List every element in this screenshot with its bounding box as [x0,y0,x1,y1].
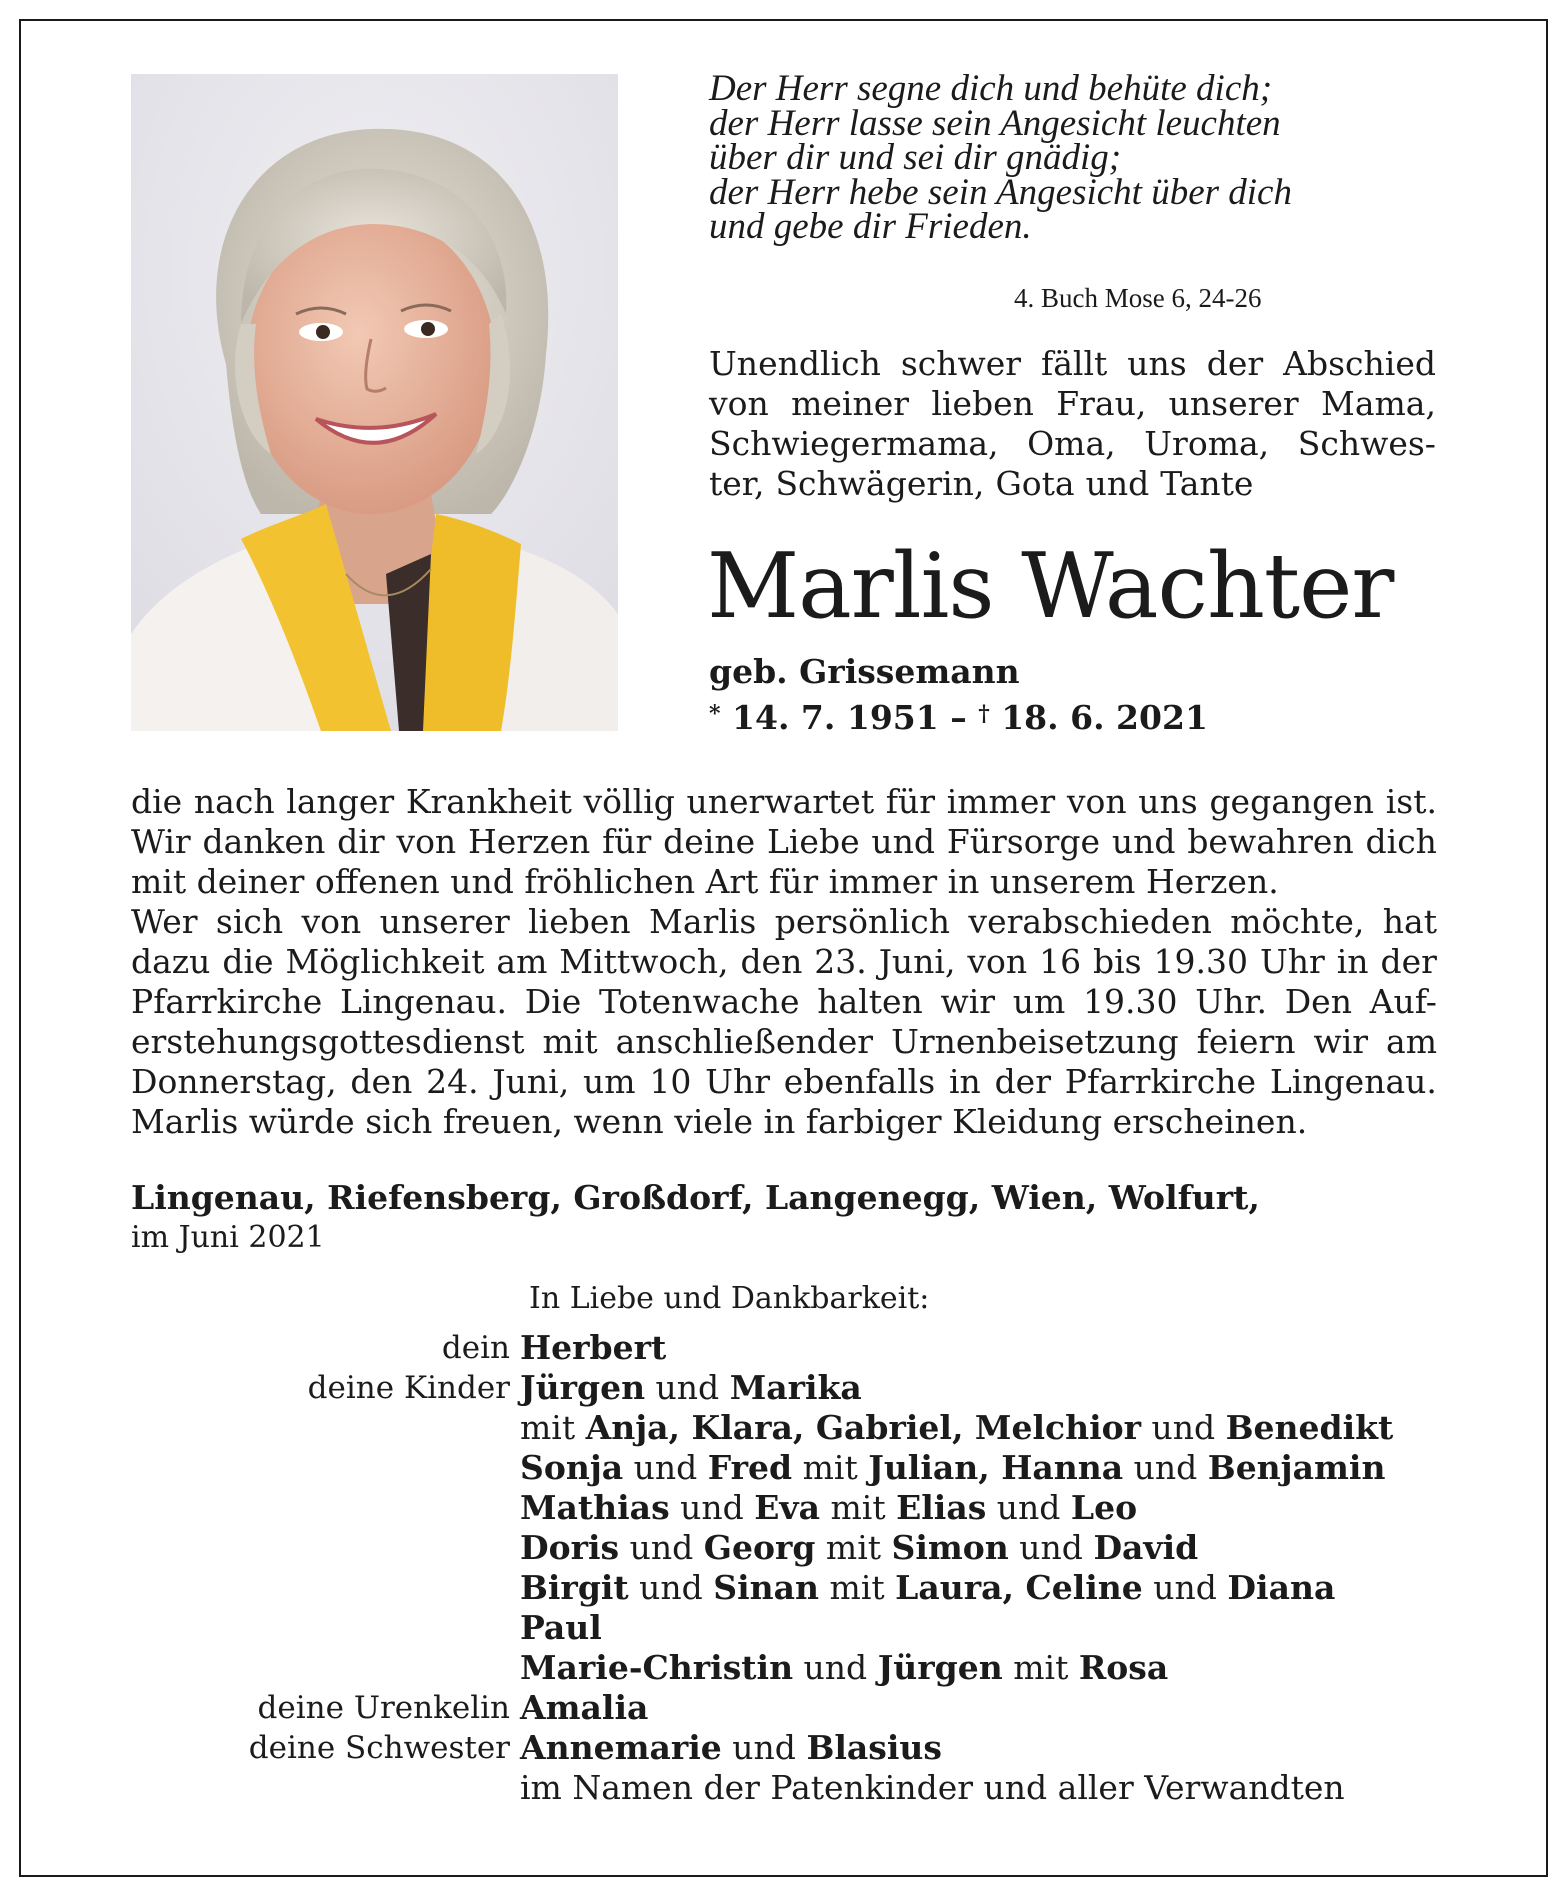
mourner-name: Marika [729,1368,862,1407]
connector: und [986,1488,1071,1527]
word: Tante [1160,464,1254,503]
mourner-name: Paul [520,1608,602,1647]
body-line [131,1062,1437,1102]
word: nach [193,782,275,821]
word: von [301,902,362,941]
mourner-row [100,1368,1460,1408]
greeting: In Liebe und Dankbarkeit: [529,1281,930,1316]
death-symbol: † [978,701,990,727]
mourner-name: Annemarie [520,1728,722,1767]
word: feiern [1196,1022,1296,1061]
word: in [948,1062,981,1101]
connector: und [628,1568,714,1607]
word: lieben [528,902,631,941]
word: ebenfalls [783,1062,936,1101]
mourner-name: Elias [896,1488,987,1527]
mourner-name: Eva [754,1488,820,1527]
maiden-name: geb. Grissemann [709,652,1020,691]
relation-label [100,1488,520,1528]
mourner-name: Amalia [520,1688,649,1727]
connector: und [645,1368,730,1407]
mourner-names [520,1488,1137,1528]
word: Krankheit [405,782,572,821]
word: bewahren [1187,822,1354,861]
relation-label: deine Urenkelin [257,1690,510,1726]
birth-symbol: * [709,701,721,727]
word: dir [337,822,385,861]
word: bis [1093,942,1142,981]
body-line [131,942,1437,982]
word: sich [215,902,284,941]
verse-line: der Herr hebe sein Angesicht über dich [709,171,1292,213]
word: 24. [426,1062,479,1101]
mourner-names [520,1368,862,1408]
word: unserer [379,902,510,941]
word: die [222,942,274,981]
mourner-row [100,1328,1460,1368]
connector: mit [819,1568,896,1607]
word: Urnenbeisetzung [891,1022,1179,1061]
word: langer [286,782,395,821]
word: und [871,822,936,861]
mourner-names [520,1688,648,1728]
word: deine [663,822,756,861]
portrait-photo [131,74,618,731]
mourner-name: Diana [1227,1568,1336,1607]
connector: und [669,1488,755,1527]
word: Uhr [1259,942,1325,981]
mourner-name: Laura, Celine [895,1568,1143,1607]
word: von [709,384,769,423]
word: meiner [791,384,910,423]
word: 23. [814,942,867,981]
mourner-name: Sinan [713,1568,820,1607]
deceased-name: Marlis Wachter [707,534,1394,639]
word: Unendlich [709,344,881,383]
intro-line [709,464,1436,504]
word: Mittwoch, [559,942,729,981]
mourner-name: Benedikt [1225,1408,1394,1447]
word: uns [1127,344,1187,383]
word: wir [1313,1022,1369,1061]
word: Oma, [1027,424,1116,463]
verse-line: über dir und sei dir gnädig; [709,137,1122,178]
word: mit [542,1022,598,1061]
word: der [994,1062,1051,1101]
word: dich [1365,822,1437,861]
word: danken [202,822,326,861]
word: verabschieden [968,902,1212,941]
word: Lingenau. [1269,1062,1437,1101]
mourner-names [520,1568,1335,1608]
mourner-name: Sonja [520,1448,624,1487]
date-separator: – [950,698,967,737]
verse-reference: 4. Buch Mose 6, 24-26 [1014,283,1262,313]
connector: und [1008,1528,1094,1567]
mourner-name: Jürgen [520,1368,646,1407]
word: Fürsorge [946,822,1101,861]
word: am [496,942,548,981]
word: Den [1284,982,1352,1021]
connector: mit [520,1408,586,1447]
mourner-names [520,1528,1198,1568]
mourner-row [100,1488,1460,1528]
mourner-row [100,1728,1460,1768]
word: Möglichkeit [285,942,485,981]
word: Juni, [878,942,956,981]
connector: und [623,1448,708,1487]
birth-date: 14. 7. 1951 [732,698,939,737]
mourner-names [520,1448,1385,1488]
body-line [131,782,1437,822]
mourner-names [520,1608,602,1648]
mourner-name: Rosa [1078,1648,1169,1687]
word: den [740,942,803,981]
word: Donnerstag, [131,1062,337,1101]
intro-line [709,424,1436,464]
word: für [885,782,936,821]
mourner-name: Jürgen [877,1648,1003,1687]
life-dates [709,698,1208,738]
mourner-name: Fred [707,1448,793,1487]
word: in [1336,942,1369,981]
relation-label [100,1408,520,1448]
body-line [131,822,1437,862]
mourner-names [520,1768,1345,1808]
mourner-name: Doris [520,1528,620,1567]
intro-line [709,344,1436,384]
mourner-names [520,1408,1393,1448]
word: ter, [709,464,765,503]
word: Pfarrkirche [131,982,323,1021]
word: den [350,1062,413,1101]
word: um [1012,982,1066,1021]
connector: und [793,1648,878,1687]
word: Wir [131,822,191,861]
word: Uhr [705,1062,770,1101]
bible-verse [709,68,1349,247]
mourner-name: Simon [891,1528,1009,1567]
connector: und [721,1728,807,1767]
word: von [1066,782,1127,821]
word: uns [1138,782,1198,821]
mourner-names [520,1648,1168,1688]
word: 19.30 [1153,942,1249,981]
word: Wer [131,902,198,941]
word: Totenwache [598,982,800,1021]
connector: mit [820,1488,897,1527]
word: Uhr. [1195,982,1267,1021]
word: Auf- [1369,982,1437,1021]
word: immer [946,782,1056,821]
word: Die [524,982,582,1021]
relation-label [100,1528,520,1568]
word: für [602,822,652,861]
death-date: 18. 6. 2021 [1001,698,1208,737]
word: von [967,942,1028,981]
word: 16 [1039,942,1082,981]
word: Gota [995,464,1075,503]
connector: mit [792,1448,869,1487]
verse-line: Der Herr segne dich und behüte dich; [709,68,1273,109]
word: Marlis [649,902,757,941]
word: und [1111,822,1176,861]
connector: mit [1002,1648,1079,1687]
mourner-name: Anja, Klara, Gabriel, Melchior [585,1408,1142,1447]
word: möchte, [1230,902,1365,941]
word: unserer [1168,384,1299,423]
body-line [131,1022,1437,1062]
word: dazu [131,942,211,981]
verse-line: und gebe dir Frieden. [709,206,1032,247]
word: wir [940,982,996,1021]
mourner-name: Georg [703,1528,816,1567]
mourner-row [100,1688,1460,1728]
word: erstehungsgottesdienst [131,1022,525,1061]
verse-line: der Herr lasse sein Angesicht leuchten [709,102,1281,144]
word: der [1206,344,1264,383]
connector: und [1123,1448,1208,1487]
relation-label [100,1648,520,1688]
body-line: Marlis würde sich freuen, wenn viele in farbiger Kleidung erscheinen. [131,1102,1308,1141]
word: 19.30 [1083,982,1178,1021]
mourner-name: Leo [1070,1488,1138,1527]
word: Schwes- [1297,424,1436,463]
mourner-names [520,1728,942,1768]
relation-label: dein [441,1330,510,1366]
mourner-name: Marie-Christin [520,1648,794,1687]
mourner-name: Benjamin [1207,1448,1386,1487]
mourner-row [100,1568,1460,1608]
word: fällt [1041,344,1108,383]
relation-label: deine Kinder [307,1370,510,1406]
word: Juni, [492,1062,570,1101]
announcement-body [131,782,1437,1142]
word: Schwägerin, [775,464,985,503]
mourner-row [100,1528,1460,1568]
connector: mit [815,1528,892,1567]
mourner-row [100,1448,1460,1488]
relation-label [100,1608,520,1648]
mourner-name: Mathias [520,1488,670,1527]
relation-label [100,1768,520,1808]
word: hat [1382,902,1437,941]
body-line [131,982,1437,1022]
mourner-name: Julian, Hanna [868,1448,1124,1487]
word: persönlich [774,902,951,941]
mourner-row [100,1608,1460,1648]
word: gegangen [1209,782,1375,821]
body-line: mit deiner offenen und fröhlichen Art für immer in unserem Herzen. [131,862,1279,901]
word: 10 [649,1062,692,1101]
place-date: im Juni 2021 [131,1220,325,1255]
word: Frau, [1056,384,1147,423]
word: Abschied [1283,344,1436,383]
word: und [1085,464,1150,503]
word: unerwartet [686,782,875,821]
word: von [396,822,457,861]
relation-label: deine Schwester [248,1730,510,1766]
intro-text [709,344,1436,504]
word: halten [817,982,923,1021]
mourner-row [100,1408,1460,1448]
mourners-list [100,1328,1460,1808]
word: Lingenau. [339,982,507,1021]
word: die [131,782,183,821]
word: am [1386,1022,1437,1061]
mourner-name: David [1093,1528,1199,1567]
mourner-name: Birgit [520,1568,629,1607]
mourner-name: Herbert [520,1328,667,1367]
family-places: Lingenau, Riefensberg, Großdorf, Langenegg, Wien, Wolfurt, [131,1178,1260,1217]
relation-label [100,1448,520,1488]
body-line [131,902,1437,942]
relation-label [100,1568,520,1608]
word: anschließender [615,1022,874,1061]
word: lieben [931,384,1034,423]
mourner-row [100,1648,1460,1688]
word: ist. [1385,782,1437,821]
word: Mama, [1321,384,1436,423]
word: schwer [900,344,1022,383]
word: Liebe [766,822,860,861]
intro-line [709,384,1436,424]
connector: und [1141,1408,1226,1447]
connector: und [1142,1568,1228,1607]
mourner-names [520,1328,666,1368]
word: Schwiegermama, [709,424,999,463]
mourner-row [100,1768,1460,1808]
connector: im Namen der Patenkinder und aller Verwandten [520,1768,1345,1807]
connector: und [619,1528,704,1567]
word: völlig [583,782,675,821]
word: Uroma, [1144,424,1270,463]
word: Herzen [468,822,591,861]
mourner-name: Blasius [806,1728,942,1767]
word: der [1380,942,1437,981]
word: Pfarrkirche [1064,1062,1257,1101]
word: um [583,1062,636,1101]
